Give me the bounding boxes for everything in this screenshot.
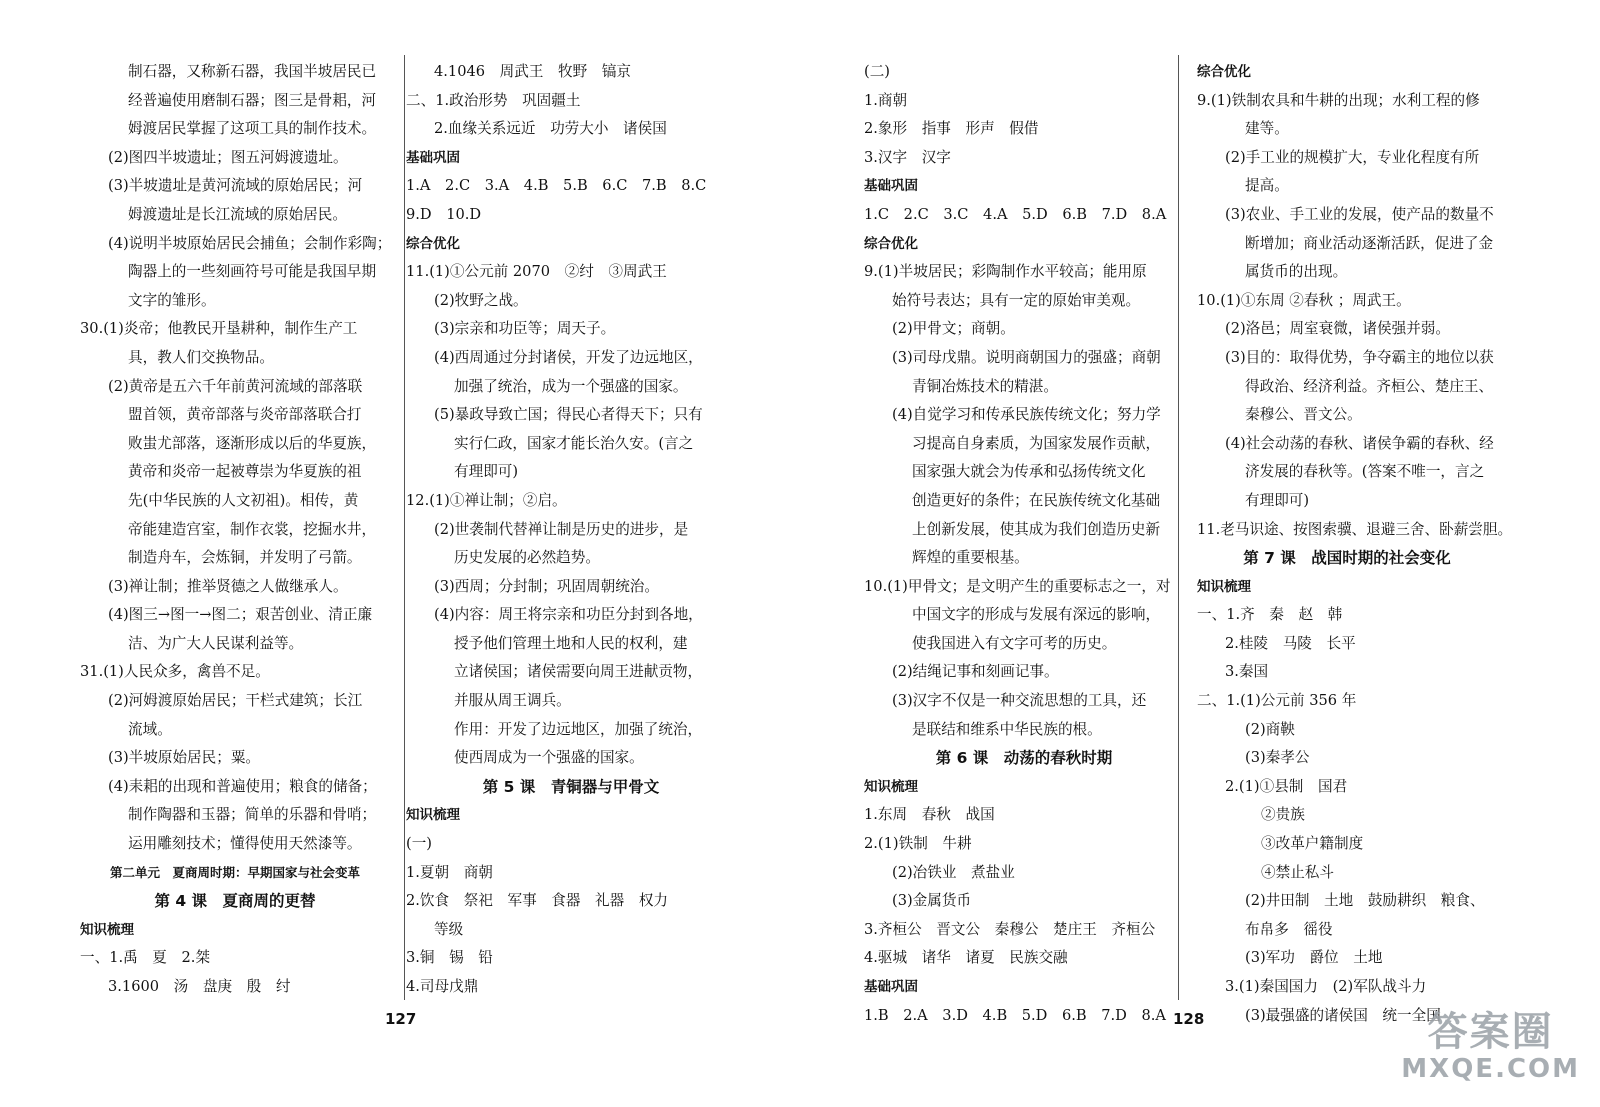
answer-line: ②贵族 (1261, 806, 1305, 824)
answer-line: (3)目的：取得优势，争夺霸主的地位以获 (1225, 348, 1494, 366)
right-page (800, 0, 1600, 1107)
answer-line: 败蚩尤部落，逐渐形成以后的华夏族， (128, 434, 377, 452)
answer-line: 盟首领，黄帝部落与炎帝部落联合打 (128, 406, 362, 424)
answer-line: 4.司母戊鼎 (406, 978, 479, 995)
answer-line: 3.1600 汤 盘庚 殷 纣 (108, 978, 291, 995)
answer-line: 姆渡遗址是长江流域的原始居民。 (128, 205, 347, 223)
answer-line: (3)禅让制；推举贤德之人做继承人。 (108, 577, 348, 595)
answer-line: (2)世袭制代替禅让制是历史的进步，是 (434, 520, 689, 538)
answer-line: 9.(1)铁制农具和牛耕的出现；水利工程的修 (1197, 91, 1480, 109)
section-heading: 知识梳理 (1197, 578, 1251, 595)
answer-line: (3)秦孝公 (1245, 749, 1310, 767)
answer-line: 1.A 2.C 3.A 4.B 5.B 6.C 7.B 8.C (406, 177, 707, 195)
answer-line: 加强了统治，成为一个强盛的国家。 (454, 377, 688, 395)
answer-line: (3)最强盛的诸侯国 统一全国 (1245, 1006, 1441, 1024)
answer-line: 历史发展的必然趋势。 (454, 549, 600, 567)
answer-line: 秦穆公、晋文公。 (1245, 406, 1362, 424)
answer-line: 一、1.禹 夏 2.桀 (80, 949, 211, 967)
right-column-divider (1178, 55, 1179, 1000)
watermark (1401, 1010, 1580, 1084)
section-heading: 基础巩固 (406, 149, 460, 166)
answer-line: 运用雕刻技术；懂得使用天然漆等。 (128, 835, 362, 853)
answer-line: 授予他们管理土地和人民的权利，建 (454, 634, 688, 652)
left-page-column-2 (406, 58, 736, 1002)
answer-line: 11.老马识途、按图索骥、退避三舍、卧薪尝胆。 (1197, 520, 1513, 538)
answer-line: (2)手工业的规模扩大，专业化程度有所 (1225, 148, 1480, 166)
answer-line: 属货币的出现。 (1245, 263, 1348, 281)
answer-line: 3.铜 锡 铅 (406, 949, 493, 967)
answer-line: 2.象形 指事 形声 假借 (864, 120, 1039, 138)
answer-line: (3)宗亲和功臣等；周天子。 (434, 320, 616, 338)
answer-line: 辉煌的重要根基。 (912, 549, 1029, 567)
answer-line: 创造更好的条件；在民族传统文化基础 (912, 491, 1161, 509)
answer-line: 9.D 10.D (406, 205, 482, 223)
answer-line: 等级 (434, 920, 464, 938)
answer-line: 制石器，又称新石器，我国半坡居民已 (128, 63, 377, 80)
answer-line: 1.夏朝 商朝 (406, 863, 493, 881)
section-heading: 综合优化 (1197, 64, 1251, 80)
section-heading: 基础巩固 (864, 979, 918, 995)
answer-line: 2.桂陵 马陵 长平 (1225, 634, 1356, 652)
answer-line: 作用：开发了边远地区，加强了统治， (454, 720, 703, 738)
answer-line: 布帛多 徭役 (1245, 920, 1333, 938)
answer-line: 9.(1)半坡居民；彩陶制作水平较高；能用原 (864, 263, 1147, 281)
answer-line: (3)半坡遗址是黄河流域的原始居民；河 (108, 177, 363, 195)
answer-line: 制作陶器和玉器；简单的乐器和骨哨； (128, 806, 377, 824)
answer-line: 提高。 (1245, 177, 1289, 195)
lesson-title: 第 6 课 动荡的春秋时期 (935, 749, 1113, 768)
left-column-divider (404, 55, 405, 1000)
answer-line: (2)图四半坡遗址；图五河姆渡遗址。 (108, 148, 348, 166)
answer-line: 有理即可) (1245, 491, 1310, 509)
answer-line: (3)金属货币 (892, 892, 972, 910)
page-number-left: 127 (385, 1010, 417, 1028)
answer-line: 一、1.齐 秦 赵 韩 (1197, 606, 1343, 624)
answer-line: (4)图三→图一→图二；艰苦创业、清正廉 (108, 606, 373, 624)
answer-line: (4)社会动荡的春秋、诸侯争霸的春秋、经 (1225, 434, 1494, 452)
answer-line: 帝能建造宫室，制作衣裳，挖掘水井， (128, 520, 377, 538)
answer-line: 二、1.政治形势 巩固疆土 (406, 91, 581, 109)
answer-line: ③改革户籍制度 (1261, 835, 1364, 853)
answer-line: (4)内容：周王将宗亲和功臣分封到各地， (434, 606, 703, 624)
answer-line: 2.血缘关系远近 功劳大小 诸侯国 (434, 120, 667, 138)
answer-line: 国家强大就会为传承和弘扬传统文化 (912, 463, 1146, 481)
answer-line: 上创新发展，使其成为我们创造历史新 (912, 520, 1161, 538)
answer-line: 姆渡居民掌握了这项工具的制作技术。 (128, 120, 377, 138)
answer-line: 3.秦国 (1225, 663, 1269, 681)
answer-line: (2)牧野之战。 (434, 291, 528, 309)
answer-line: 有理即可) (454, 463, 519, 481)
answer-line: 30.(1)炎帝；他教民开垦耕种，制作生产工 (80, 320, 358, 338)
answer-line: 3.齐桓公 晋文公 秦穆公 楚庄王 齐桓公 (864, 920, 1156, 938)
answer-line: 是联结和维系中华民族的根。 (912, 720, 1102, 738)
answer-line: (3)汉字不仅是一种交流思想的工具，还 (892, 692, 1147, 710)
answer-line: (一) (406, 835, 432, 853)
left-page-column-1 (80, 58, 390, 1002)
answer-line: (4)西周通过分封诸侯，开发了边远地区， (434, 348, 703, 366)
answer-line: 31.(1)人民众多，禽兽不足。 (80, 663, 270, 681)
answer-line: 3.汉字 汉字 (864, 148, 951, 166)
section-heading: 综合优化 (406, 235, 460, 252)
unit-title: 第二单元 夏商周时期：早期国家与社会变革 (109, 864, 360, 880)
answer-line: (2)黄帝是五六千年前黄河流域的部落联 (108, 377, 363, 395)
answer-line: 使我国进入有文字可考的历史。 (912, 634, 1117, 652)
answer-line: (2)商鞅 (1245, 720, 1295, 738)
answer-line: 黄帝和炎帝一起被尊崇为华夏族的祖 (128, 463, 362, 481)
answer-line: 1.C 2.C 3.C 4.A 5.D 6.B 7.D 8.A (864, 205, 1167, 223)
lesson-title: 第 5 课 青铜器与甲骨文 (482, 777, 660, 796)
answer-line: (2)洛邑；周室衰微，诸侯强并弱。 (1225, 320, 1450, 338)
answer-line: 断增加；商业活动逐渐活跃，促进了金 (1245, 234, 1494, 252)
answer-line: (二) (864, 63, 890, 80)
right-page-column-2 (1197, 58, 1513, 1030)
answer-line: 流域。 (128, 720, 172, 738)
answer-line: 2.饮食 祭祀 军事 食器 礼器 权力 (406, 892, 669, 910)
answer-line: (4)自觉学习和传承民族传统文化；努力学 (892, 406, 1161, 424)
watermark-logo-text: 答案圈 (1427, 1009, 1554, 1055)
answer-line: 经普遍使用磨制石器；图三是骨耜，河 (128, 91, 377, 109)
answer-line: 2.(1)①县制 国君 (1225, 777, 1348, 795)
answer-line: (3)农业、手工业的发展，使产品的数量不 (1225, 205, 1494, 223)
answer-line: 青铜冶炼技术的精湛。 (912, 377, 1058, 395)
section-heading: 综合优化 (864, 235, 918, 252)
answer-line: (5)暴政导致亡国；得民心者得天下；只有 (434, 406, 703, 424)
answer-line: (4)耒耜的出现和普遍使用；粮食的储备； (108, 777, 377, 795)
answer-line: 2.(1)铁制 牛耕 (864, 835, 972, 853)
answer-line: 二、1.(1)公元前 356 年 (1197, 692, 1357, 710)
answer-line: 习提高自身素质，为国家发展作贡献， (912, 434, 1161, 452)
answer-line: 4.驱城 诸华 诸夏 民族交融 (864, 949, 1068, 967)
answer-line: 1.B 2.A 3.D 4.B 5.D 6.B 7.D 8.A (864, 1006, 1166, 1024)
answer-line: (3)西周；分封制；巩固周朝统治。 (434, 577, 659, 595)
answer-line: 济发展的春秋等。(答案不唯一，言之 (1245, 463, 1485, 481)
section-heading: 知识梳理 (864, 778, 918, 795)
answer-line: 10.(1)①东周 ②春秋 ；周武王。 (1197, 291, 1411, 309)
answer-line: 1.东周 春秋 战国 (864, 806, 995, 824)
answer-line: (2)结绳记事和刻画记事。 (892, 663, 1059, 681)
answer-line: 12.(1)①禅让制；②启。 (406, 491, 567, 509)
section-heading: 知识梳理 (80, 921, 134, 938)
section-heading: 基础巩固 (864, 178, 918, 195)
right-page-column-1 (864, 58, 1184, 1030)
answer-line: (3)军功 爵位 土地 (1245, 949, 1383, 967)
answer-line: 并服从周王调兵。 (454, 692, 571, 710)
answer-line: 得政治、经济利益。齐桓公、楚庄王、 (1245, 377, 1494, 395)
answer-line: 先(中华民族的人文初祖)。相传，黄 (128, 491, 359, 509)
answer-line: (2)甲骨文；商朝。 (892, 320, 1015, 338)
answer-line: 中国文字的形成与发展有深远的影响， (912, 606, 1161, 624)
answer-line: 建等。 (1245, 120, 1289, 138)
page-number-right: 128 (1173, 1010, 1205, 1028)
watermark-url: MXQE.COM (1401, 1054, 1580, 1084)
answer-line: 文字的雏形。 (128, 291, 216, 309)
answer-line: 实行仁政，国家才能长治久安。(言之 (454, 434, 694, 452)
answer-line: 1.商朝 (864, 91, 908, 109)
answer-line: 具，教人们交换物品。 (128, 348, 274, 366)
answer-line: 制造舟车，会炼铜，并发明了弓箭。 (128, 549, 362, 567)
answer-line: (2)河姆渡原始居民；干栏式建筑；长江 (108, 692, 363, 710)
answer-line: (3)半坡原始居民；粟。 (108, 749, 261, 767)
answer-line: (2)井田制 土地 鼓励耕织 粮食、 (1245, 892, 1485, 910)
answer-line: 立诸侯国；诸侯需要向周王进献贡物， (454, 663, 703, 681)
answer-line: 洁、为广大人民谋利益等。 (128, 634, 304, 652)
answer-line: 3.(1)秦国国力 (2)军队战斗力 (1225, 978, 1427, 995)
answer-line: 10.(1)甲骨文；是文明产生的重要标志之一，对 (864, 577, 1171, 595)
answer-line: 4.1046 周武王 牧野 镐京 (434, 63, 632, 80)
lesson-title: 第 7 课 战国时期的社会变化 (1243, 549, 1451, 568)
section-heading: 知识梳理 (406, 807, 460, 824)
lesson-title: 第 4 课 夏商周的更替 (154, 892, 316, 911)
answer-line: ④禁止私斗 (1261, 863, 1334, 881)
answer-line: (3)司母戊鼎。说明商朝国力的强盛；商朝 (892, 348, 1161, 366)
answer-line: 陶器上的一些刻画符号可能是我国早期 (128, 263, 377, 281)
answer-line: 使西周成为一个强盛的国家。 (454, 749, 644, 767)
answer-line: (4)说明半坡原始居民会捕鱼；会制作彩陶； (108, 234, 392, 252)
answer-line: 始符号表达；具有一定的原始审美观。 (892, 291, 1141, 309)
answer-line: (2)冶铁业 煮盐业 (892, 863, 1015, 881)
answer-line: 11.(1)①公元前 2070 ②纣 ③周武王 (406, 263, 667, 281)
